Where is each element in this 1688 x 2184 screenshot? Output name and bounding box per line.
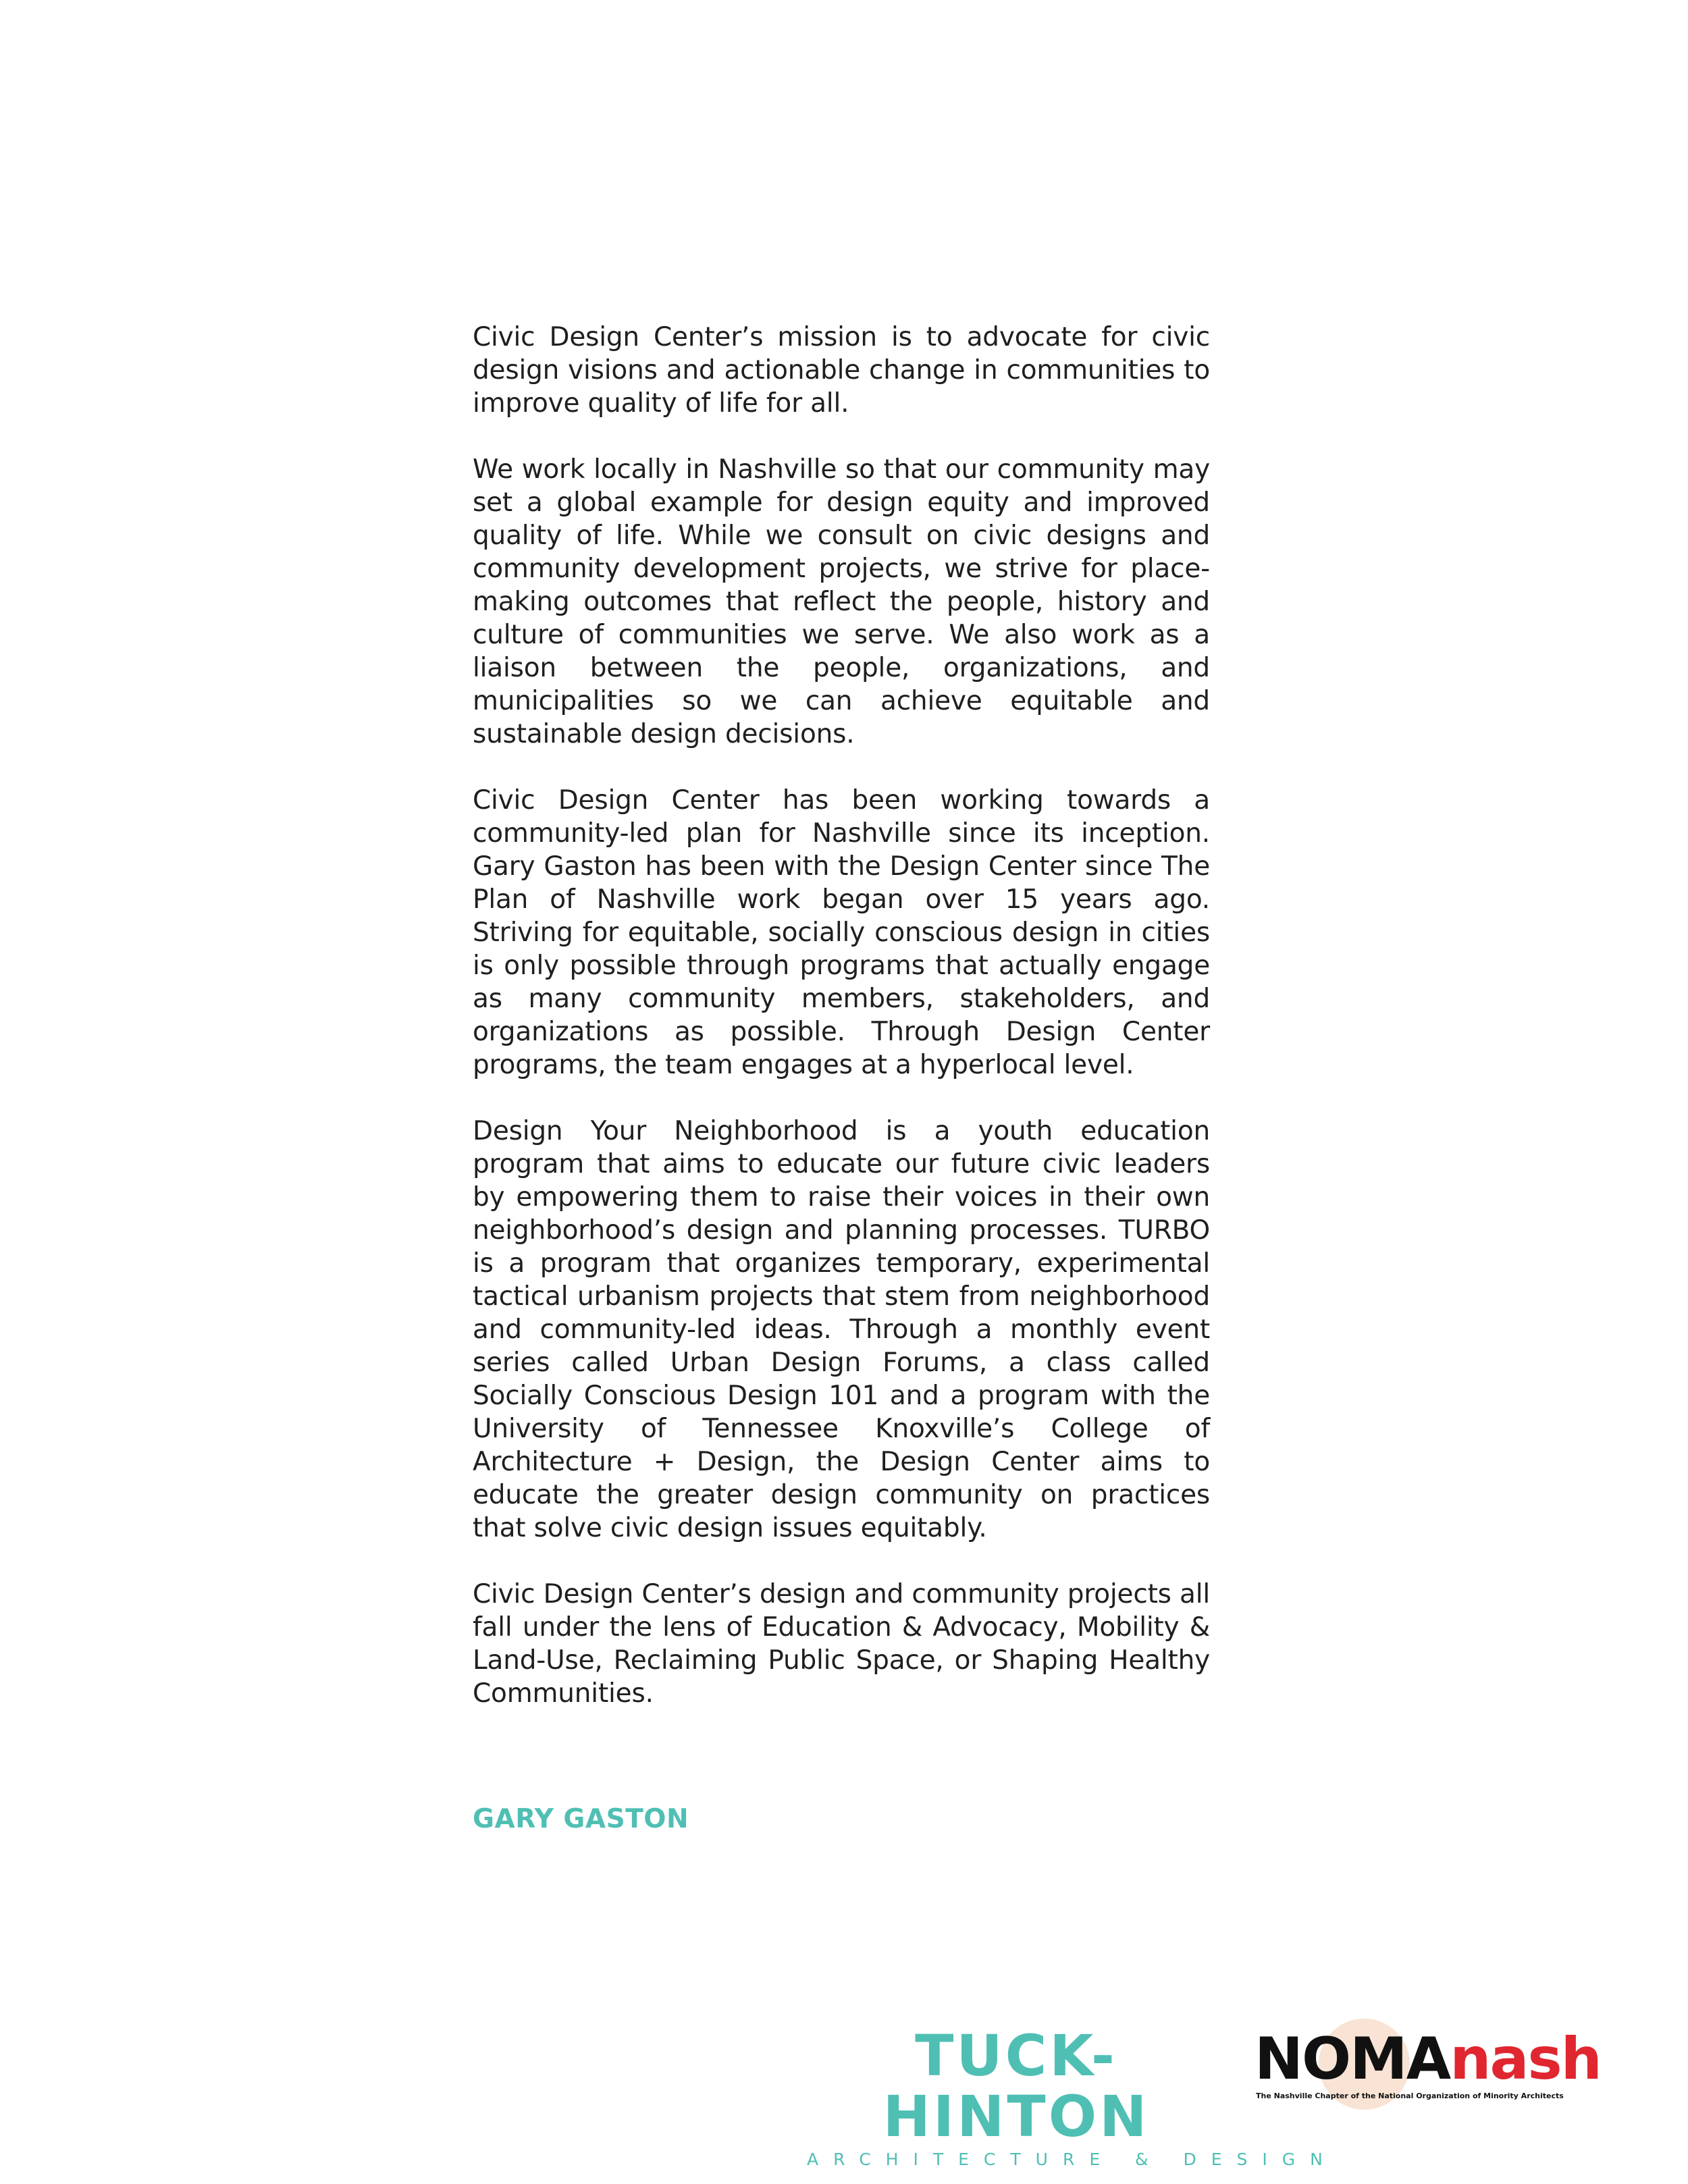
noma-nash-logo bbox=[1255, 2019, 1601, 2113]
tuck-hinton-logo bbox=[807, 2023, 1338, 2169]
noma-logo-nash-text: nash bbox=[1450, 2025, 1601, 2093]
paragraph-local-work: We work locally in Nashville so that our community may set a global example for design equity and improved quality of life. While we consult on civic designs and community development projects, we strive for place-making outcomes that reflect the people, history and culture of communities we serve. We also work as a liaison between the people, organizations, and municipalities so we can achieve equitable and sustainable design decisions. bbox=[473, 454, 1210, 749]
paragraph-programs: Design Your Neighborhood is a youth education program that aims to educate our future civic leaders by empowering them to raise their voices in their own neighborhood’s design and planning processes. TURBO is a program that organizes temporary, experimental tactical urbanism projects that stem from neighborhood and community-led ideas. Through a monthly event series called Urban Design Forums, a class called Socially Conscious Design 101 and a program with the University of Tennessee Knoxville’s College of Architecture + Design, the Design Center aims to educate the greater design community on practices that solve civic design issues equitably. bbox=[473, 1116, 1210, 1543]
noma-logo-wordmark bbox=[1255, 2025, 1601, 2093]
paragraph-mission: Civic Design Center’s mission is to advocate for civic design visions and actionable change in communities to improve quality of life for all. bbox=[473, 322, 1210, 419]
paragraph-project-lenses: Civic Design Center’s design and community projects all fall under the lens of Education & Advocacy, Mobility & Land-Use, Reclaiming Public Space, or Shaping Healthy Communities. bbox=[473, 1579, 1210, 1709]
paragraph-community-plan: Civic Design Center has been working towards a community-led plan for Nashville since its inception. Gary Gaston has been with the Design Center since The Plan of Nashville work began over 15 years ago. Striving for equitable, socially conscious design in cities is only possible through programs that actually engage as many community members, stakeholders, and organizations as possible. Through Design Center programs, the team engages at a hyperlocal level. bbox=[473, 785, 1210, 1080]
noma-logo-tagline: The Nashville Chapter of the National Organization of Minority Architects bbox=[1256, 2092, 1564, 2100]
tuck-hinton-logo-name: TUCK-HINTON bbox=[882, 2023, 1150, 2150]
tuck-hinton-logo-subtitle: ARCHITECTURE & DESIGN bbox=[807, 2150, 1338, 2169]
article-body bbox=[473, 321, 1210, 1743]
author-signature: GARY GASTON bbox=[473, 1804, 689, 1834]
noma-logo-noma-text: NOMA bbox=[1255, 2025, 1450, 2093]
